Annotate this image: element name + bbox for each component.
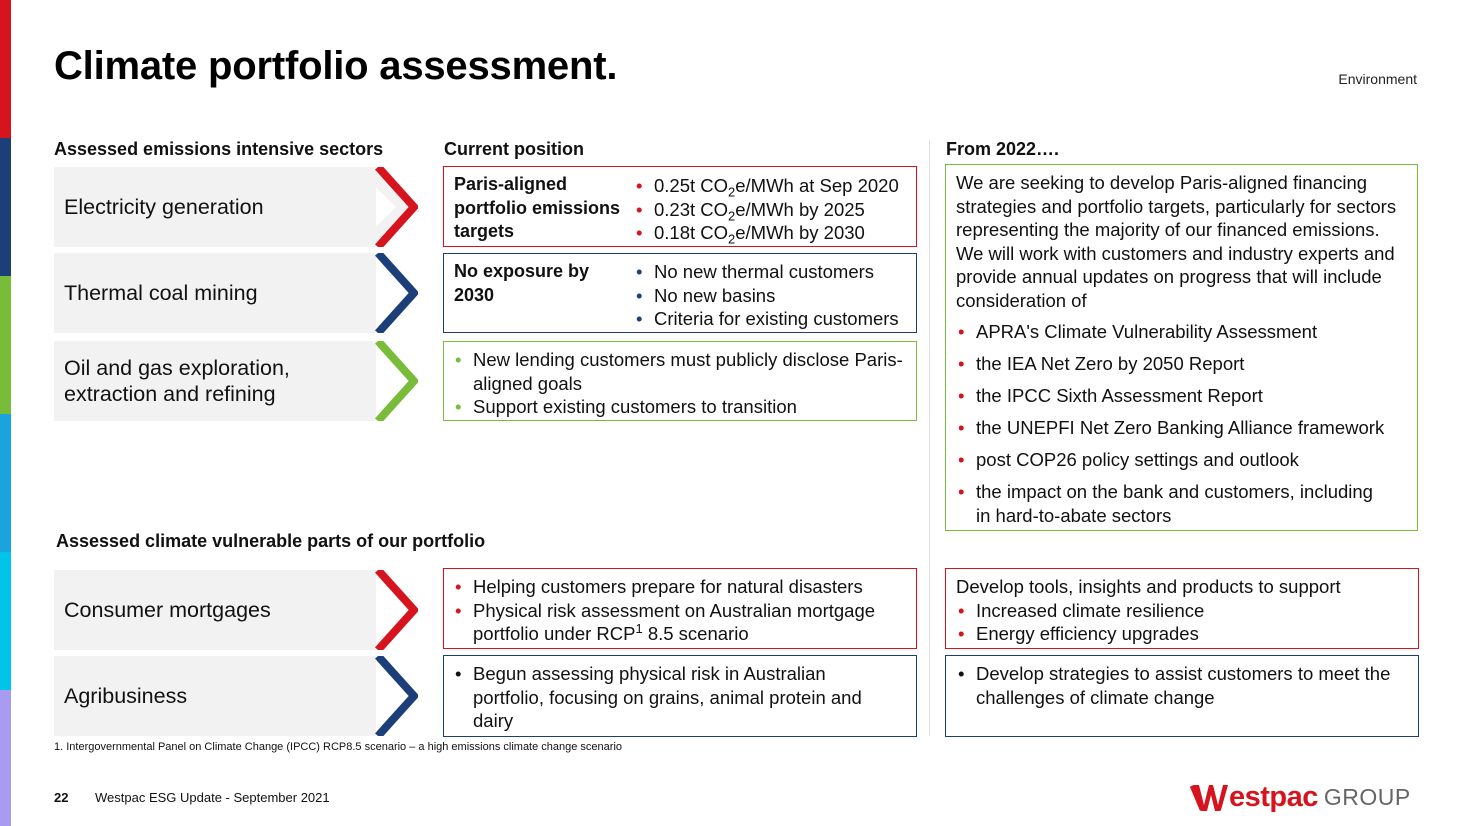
sector-consumer-mortgages xyxy=(54,570,414,650)
list-item: • Energy efficiency upgrades xyxy=(956,622,1411,646)
sector-thermal-coal-mining xyxy=(54,253,414,333)
current-label: No exposure by 2030 xyxy=(454,261,590,305)
current-agri-box xyxy=(443,655,917,737)
current-label: Paris-aligned portfolio emissions targets xyxy=(454,174,621,241)
agri-list xyxy=(453,662,893,733)
logo-brand: estpac xyxy=(1229,781,1318,813)
strip-segment xyxy=(0,138,11,276)
oil-gas-list xyxy=(453,348,908,419)
list-item: • 0.25t $CO_2e$/MWh at Sep 2020 xyxy=(634,174,919,198)
list-item: • Criteria for existing customers xyxy=(634,307,919,331)
chevron-right-icon xyxy=(356,656,418,736)
sector-label: Electricity generation xyxy=(64,195,264,219)
list-item: • the UNEPFI Net Zero Banking Alliance framework xyxy=(956,416,1416,440)
sector-label: Oil and gas exploration, extraction and refining xyxy=(64,356,290,406)
header-vulnerable: Assessed climate vulnerable parts of our portfolio xyxy=(56,531,486,551)
header-from-2022: From 2022…. xyxy=(946,139,1060,159)
strip-segment xyxy=(0,276,11,414)
list-item: • APRA's Climate Vulnerability Assessment xyxy=(956,320,1416,344)
current-mortgages-box xyxy=(443,568,917,649)
future-intro: Develop tools, insights and products to support xyxy=(956,576,1341,597)
footnote: 1. Intergovernmental Panel on Climate Change (IPCC) RCP8.5 scenario – a high emissions climate change scenario xyxy=(54,741,623,753)
list-item: • 0.23t $CO_2e$/MWh by 2025 xyxy=(634,198,919,222)
future-intro: We are seeking to develop Paris-aligned financing strategies and portfolio targets, particularly for sectors representing the majority of our financed emissions. We will work with customers and industry experts and provide annual updates on progress that will include consideration of xyxy=(956,172,1397,311)
page-number: 22 xyxy=(54,790,69,805)
current-electricity-box xyxy=(443,166,917,247)
footer-text: Westpac ESG Update - September 2021 xyxy=(95,790,330,805)
chevron-right-icon xyxy=(356,167,418,247)
future-mortgages-list xyxy=(956,599,1411,646)
list-item: • Increased climate resilience xyxy=(956,599,1411,623)
header-current-position: Current position xyxy=(444,139,584,159)
sector-electricity-generation xyxy=(54,167,414,247)
list-item: • 0.18t $CO_2e$/MWh by 2030 xyxy=(634,221,919,245)
mortgages-list xyxy=(453,575,908,646)
list-item: • New lending customers must publicly disclose Paris-aligned goals xyxy=(453,348,908,395)
westpac-logo xyxy=(1190,781,1411,814)
list-item: • Helping customers prepare for natural disasters xyxy=(453,575,908,599)
list-item: • post COP26 policy settings and outlook xyxy=(956,448,1416,472)
column-divider xyxy=(929,140,930,736)
list-item: • No new thermal customers xyxy=(634,260,919,284)
list-item: • Support existing customers to transition xyxy=(453,395,908,419)
westpac-w-icon xyxy=(1190,785,1228,811)
strip-segment xyxy=(0,690,11,826)
sector-label: Thermal coal mining xyxy=(64,281,258,305)
chevron-right-icon xyxy=(356,570,418,650)
future-list xyxy=(956,320,1416,527)
list-item: • the impact on the bank and customers, including in hard-to-abate sectors xyxy=(956,480,1386,527)
current-oil-gas-box xyxy=(443,341,917,421)
current-coal-box xyxy=(443,253,917,333)
chevron-right-icon xyxy=(356,253,418,333)
sector-label: Agribusiness xyxy=(64,684,188,708)
logo-group: GROUP xyxy=(1323,784,1411,810)
sector-agribusiness xyxy=(54,656,414,736)
list-item: • Physical risk assessment on Australian mortgage portfolio under RCP$^1$ 8.5 scenario xyxy=(453,599,908,646)
targets-list xyxy=(634,174,919,245)
future-agri-list xyxy=(956,662,1396,709)
strip-segment xyxy=(0,0,11,138)
header-sectors: Assessed emissions intensive sectors xyxy=(54,139,384,159)
strip-segment xyxy=(0,552,11,690)
list-item: • the IEA Net Zero by 2050 Report xyxy=(956,352,1416,376)
strip-segment xyxy=(0,414,11,552)
sector-label: Consumer mortgages xyxy=(64,598,271,622)
list-item: • Begun assessing physical risk in Australian portfolio, focusing on grains, animal protein and dairy xyxy=(453,662,893,733)
coal-list xyxy=(634,260,919,331)
sector-oil-and-gas xyxy=(54,341,414,421)
future-agri-box xyxy=(945,655,1419,737)
page-title: Climate portfolio assessment. xyxy=(54,44,618,88)
future-strategy-box xyxy=(945,164,1418,531)
section-tag: Environment xyxy=(1338,71,1417,87)
list-item: • No new basins xyxy=(634,284,919,308)
list-item: • the IPCC Sixth Assessment Report xyxy=(956,384,1416,408)
list-item: • Develop strategies to assist customers to meet the challenges of climate change xyxy=(956,662,1396,709)
chevron-right-icon xyxy=(356,341,418,421)
future-mortgages-box xyxy=(945,568,1419,649)
